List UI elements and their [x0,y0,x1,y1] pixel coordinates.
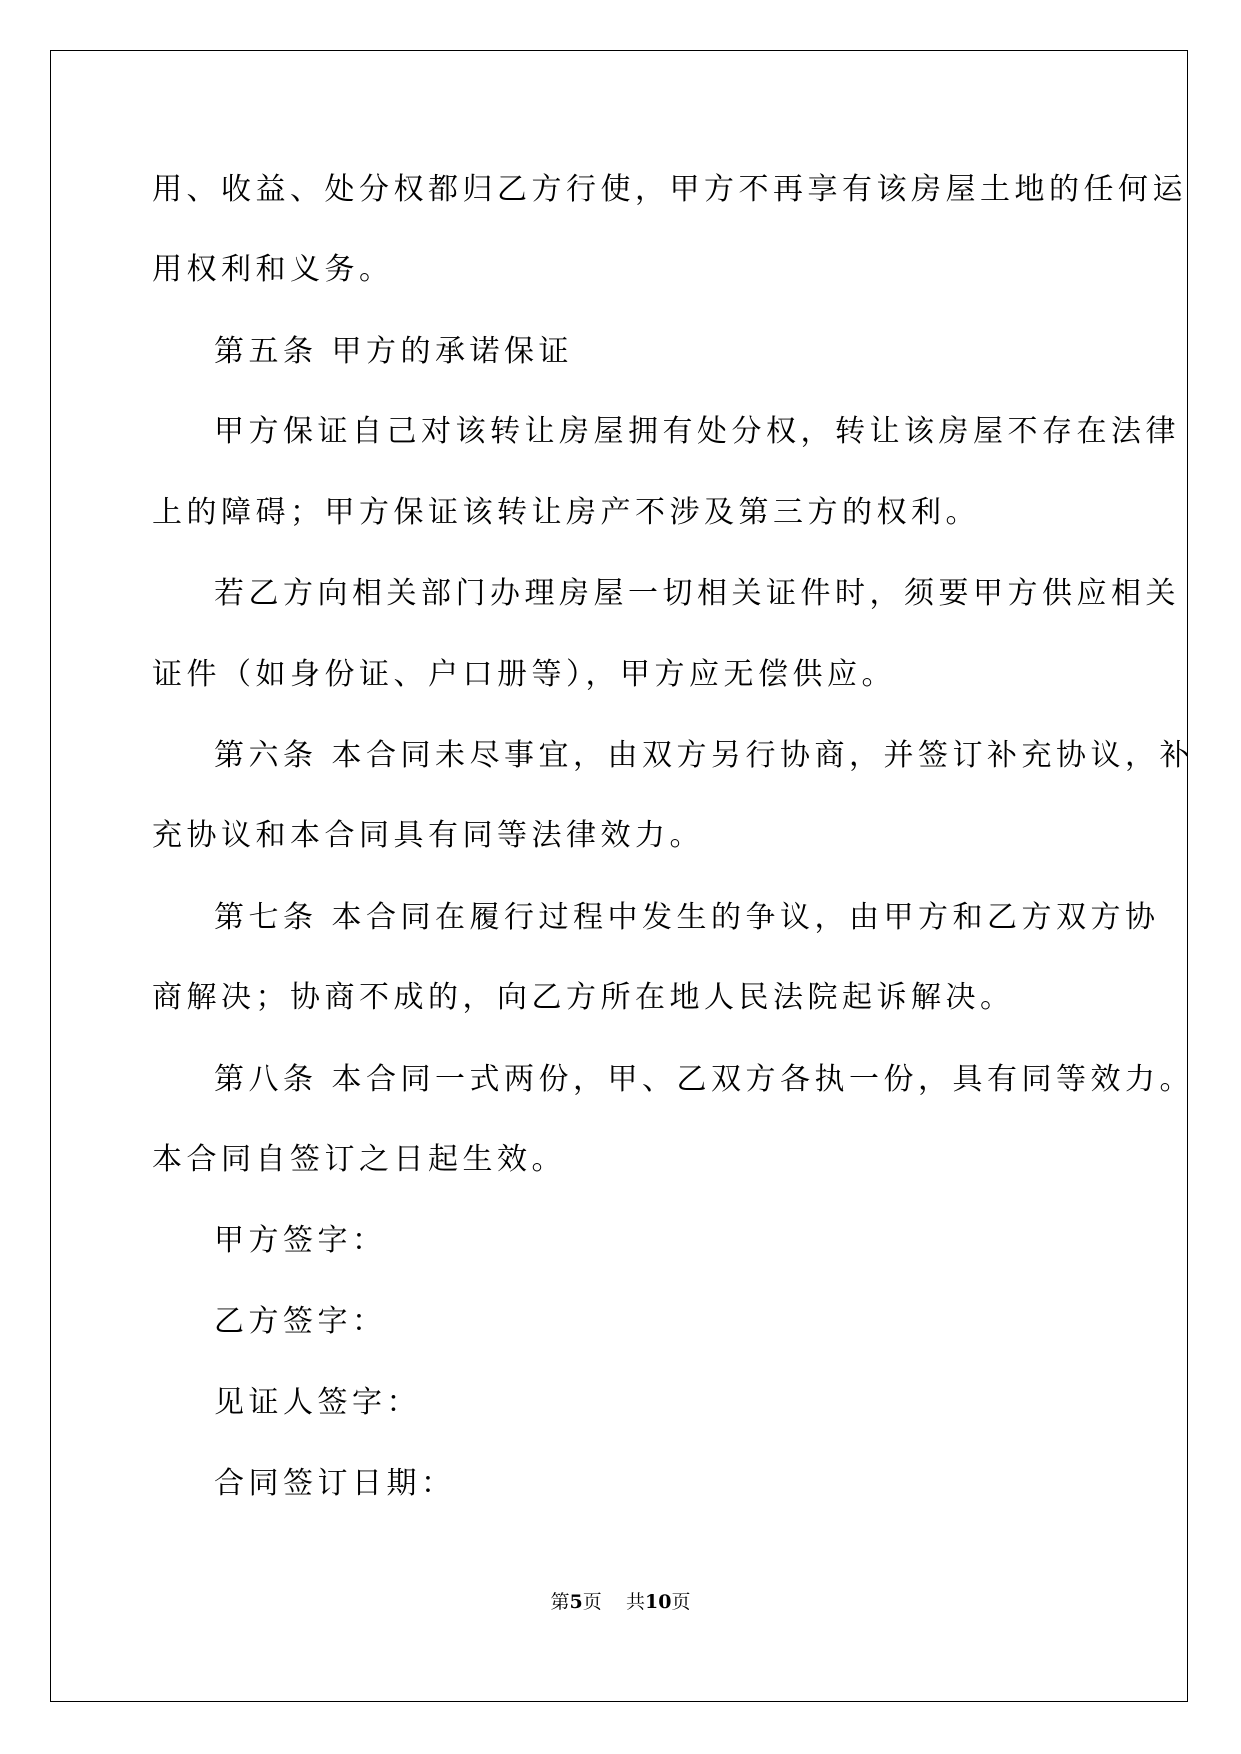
paragraph-line: 若乙方向相关部门办理房屋一切相关证件时，须要甲方供应相关 [214,576,1180,611]
paragraph-line: 证件（如身份证、户口册等），甲方应无偿供应。 [152,657,896,692]
page-border [50,50,1195,1702]
page-footer [0,1590,1241,1614]
signing-date-label: 合同签订日期： [214,1466,456,1501]
article-6-line: 第六条 本合同未尽事宜，由双方另行协商，并签订补充协议，补 [214,738,1195,773]
paragraph-line: 充协议和本合同具有同等法律效力。 [152,818,704,853]
witness-signature-label: 见证人签字： [214,1385,421,1420]
article-7-line: 第七条 本合同在履行过程中发生的争议，由甲方和乙方双方协 [214,900,1160,935]
page-prefix: 第 [550,1591,570,1613]
party-b-signature-label: 乙方签字： [214,1304,387,1339]
party-a-signature-label: 甲方签字： [214,1223,387,1258]
paragraph-line: 上的障碍；甲方保证该转让房产不涉及第三方的权利。 [152,495,980,530]
total-suffix: 页 [671,1591,691,1613]
paragraph-line: 本合同自签订之日起生效。 [152,1142,566,1177]
paragraph-line: 用、收益、处分权都归乙方行使，甲方不再享有该房屋土地的任何运 [152,172,1187,207]
paragraph-line: 商解决；协商不成的，向乙方所在地人民法院起诉解决。 [152,980,1015,1015]
page-number: 5 [569,1591,583,1613]
page-suffix: 页 [582,1591,602,1613]
total-prefix: 共 [625,1591,645,1613]
paragraph-line: 甲方保证自己对该转让房屋拥有处分权，转让该房屋不存在法律 [214,414,1180,449]
section-heading-article-5: 第五条 甲方的承诺保证 [214,334,574,369]
paragraph-line: 用权利和义务。 [152,252,394,287]
total-pages: 10 [644,1591,672,1613]
article-8-line: 第八条 本合同一式两份，甲、乙双方各执一份，具有同等效力。 [214,1062,1195,1097]
